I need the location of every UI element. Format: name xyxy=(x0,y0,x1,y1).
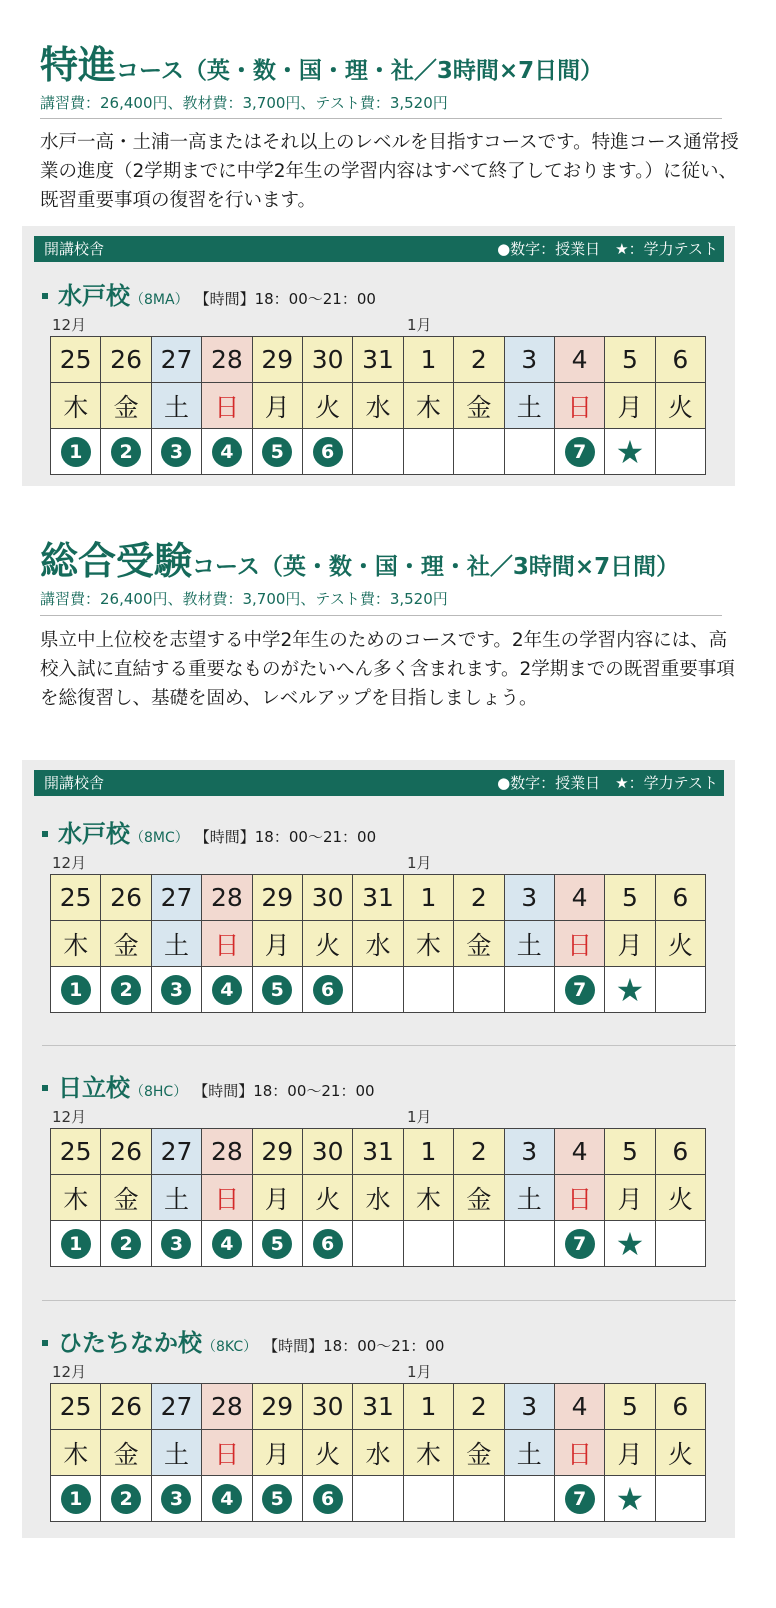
weekday-cell: 月 xyxy=(252,921,302,967)
date-cell: 3 xyxy=(504,1129,554,1175)
class-day-number: 6 xyxy=(313,437,343,467)
weekday-cell: 土 xyxy=(151,1430,201,1476)
weekday-cell: 土 xyxy=(151,383,201,429)
weekday-cell: 火 xyxy=(302,383,352,429)
weekday-cell: 木 xyxy=(403,1430,453,1476)
date-cell: 4 xyxy=(554,337,604,383)
mark-cell xyxy=(454,429,504,475)
campus-panel xyxy=(22,226,735,486)
mark-cell xyxy=(202,429,252,475)
weekday-cell: 火 xyxy=(655,383,705,429)
campus-name: 水戸校 xyxy=(58,282,130,310)
campus-panel xyxy=(22,760,735,1538)
weekday-cell: 火 xyxy=(655,921,705,967)
date-cell: 27 xyxy=(151,1129,201,1175)
weekday-cell: 土 xyxy=(504,921,554,967)
mark-cell xyxy=(403,1221,453,1267)
mark-cell xyxy=(655,1221,705,1267)
mark-cell xyxy=(151,967,201,1013)
mark-cell xyxy=(302,1476,352,1522)
weekday-cell: 火 xyxy=(655,1175,705,1221)
weekday-cell: 日 xyxy=(554,383,604,429)
class-day-number: 5 xyxy=(262,437,292,467)
date-cell: 28 xyxy=(202,337,252,383)
month-label-january: 1月 xyxy=(407,854,432,872)
class-time: 【時間】18：00〜21：00 xyxy=(194,828,377,846)
mark-cell xyxy=(454,1221,504,1267)
panel-header-label: 開講校舎 xyxy=(44,240,105,258)
class-day-number: 3 xyxy=(161,975,191,1005)
mark-cell xyxy=(101,1476,151,1522)
date-cell: 1 xyxy=(403,1384,453,1430)
weekday-cell: 日 xyxy=(202,1175,252,1221)
weekday-cell: 水 xyxy=(353,921,403,967)
class-day-number: 3 xyxy=(161,437,191,467)
date-cell: 6 xyxy=(655,1384,705,1430)
month-label-january: 1月 xyxy=(407,1108,432,1126)
date-cell: 26 xyxy=(101,1129,151,1175)
mark-cell xyxy=(504,967,554,1013)
course-title-sub: コース（英・数・国・理・社／3時間×7日間） xyxy=(192,554,680,580)
date-cell: 28 xyxy=(202,1384,252,1430)
mark-cell xyxy=(151,1476,201,1522)
date-cell: 31 xyxy=(353,337,403,383)
date-cell: 5 xyxy=(605,1129,655,1175)
weekday-cell: 土 xyxy=(151,1175,201,1221)
class-time: 【時間】18：00〜21：00 xyxy=(263,1337,445,1355)
weekday-cell: 日 xyxy=(554,1430,604,1476)
campus-name-line xyxy=(42,276,376,311)
campus-name-line xyxy=(42,1323,444,1358)
weekday-cell: 日 xyxy=(554,921,604,967)
weekday-cell: 木 xyxy=(51,921,101,967)
weekday-cell: 火 xyxy=(302,1175,352,1221)
date-cell: 27 xyxy=(151,1384,201,1430)
campus-block xyxy=(42,1068,722,1278)
mark-cell xyxy=(252,429,302,475)
date-cell: 2 xyxy=(454,337,504,383)
weekday-cell: 火 xyxy=(655,1430,705,1476)
weekday-cell: 日 xyxy=(202,1430,252,1476)
weekday-cell: 月 xyxy=(252,383,302,429)
class-day-number: 6 xyxy=(313,1229,343,1259)
mark-cell xyxy=(454,967,504,1013)
weekday-cell: 月 xyxy=(252,1430,302,1476)
month-label-january: 1月 xyxy=(407,316,432,334)
mark-cell xyxy=(202,1476,252,1522)
mark-cell xyxy=(605,429,655,475)
mark-cell xyxy=(151,429,201,475)
class-day-number: 6 xyxy=(313,1484,343,1514)
class-code: （8KC） xyxy=(202,1339,258,1355)
class-day-number: 4 xyxy=(212,437,242,467)
weekday-cell: 金 xyxy=(454,921,504,967)
date-cell: 29 xyxy=(252,1129,302,1175)
weekday-cell: 水 xyxy=(353,1430,403,1476)
mark-cell xyxy=(101,967,151,1013)
class-day-number: 1 xyxy=(61,975,91,1005)
date-cell: 4 xyxy=(554,875,604,921)
date-cell: 5 xyxy=(605,1384,655,1430)
bullet-icon xyxy=(42,293,48,299)
mark-cell xyxy=(554,1476,604,1522)
weekday-cell: 金 xyxy=(101,1430,151,1476)
bullet-icon xyxy=(42,831,48,837)
mark-cell xyxy=(252,967,302,1013)
date-cell: 3 xyxy=(504,1384,554,1430)
star-icon: ★ xyxy=(615,1479,645,1518)
date-cell: 26 xyxy=(101,1384,151,1430)
mark-cell xyxy=(454,1476,504,1522)
weekday-cell: 木 xyxy=(403,1175,453,1221)
month-label-january: 1月 xyxy=(407,1363,432,1381)
date-cell: 31 xyxy=(353,1384,403,1430)
campus-name: 日立校 xyxy=(58,1074,130,1102)
date-cell: 1 xyxy=(403,337,453,383)
mark-cell xyxy=(202,1221,252,1267)
weekday-cell: 金 xyxy=(101,921,151,967)
course-fees: 講習費：26,400円、教材費：3,700円、テスト費：3,520円 xyxy=(40,590,448,608)
mark-cell xyxy=(605,1221,655,1267)
date-cell: 27 xyxy=(151,875,201,921)
weekday-cell: 日 xyxy=(202,383,252,429)
date-cell: 2 xyxy=(454,875,504,921)
star-icon: ★ xyxy=(615,1224,645,1263)
date-cell: 29 xyxy=(252,337,302,383)
class-code: （8MA） xyxy=(130,292,189,308)
mark-cell xyxy=(202,967,252,1013)
mark-cell xyxy=(554,1221,604,1267)
campus-name-line xyxy=(42,1068,375,1103)
date-cell: 5 xyxy=(605,337,655,383)
class-code: （8MC） xyxy=(130,830,189,846)
weekday-cell: 木 xyxy=(51,383,101,429)
star-icon: ★ xyxy=(615,970,645,1009)
weekday-cell: 月 xyxy=(605,1175,655,1221)
mark-cell xyxy=(605,967,655,1013)
date-cell: 29 xyxy=(252,1384,302,1430)
mark-cell xyxy=(302,1221,352,1267)
panel-header xyxy=(34,770,724,796)
weekday-cell: 火 xyxy=(302,921,352,967)
schedule-calendar xyxy=(50,1383,706,1522)
weekday-cell: 水 xyxy=(353,383,403,429)
class-day-number: 5 xyxy=(262,975,292,1005)
class-day-number: 7 xyxy=(565,975,595,1005)
mark-cell xyxy=(504,1221,554,1267)
mark-cell xyxy=(554,967,604,1013)
weekday-cell: 金 xyxy=(101,1175,151,1221)
weekday-cell: 木 xyxy=(403,383,453,429)
class-day-number: 7 xyxy=(565,1484,595,1514)
mark-cell xyxy=(51,967,101,1013)
mark-cell xyxy=(101,429,151,475)
weekday-cell: 金 xyxy=(454,1175,504,1221)
date-cell: 30 xyxy=(302,875,352,921)
mark-cell xyxy=(403,967,453,1013)
course-title-main: 総合受験 xyxy=(40,539,193,583)
date-cell: 30 xyxy=(302,1384,352,1430)
course-title-main: 特進 xyxy=(40,43,117,87)
class-day-number: 1 xyxy=(61,1484,91,1514)
weekday-cell: 土 xyxy=(504,1430,554,1476)
weekday-cell: 金 xyxy=(454,1430,504,1476)
date-cell: 2 xyxy=(454,1129,504,1175)
month-label-december: 12月 xyxy=(52,316,87,334)
weekday-cell: 木 xyxy=(51,1175,101,1221)
date-cell: 31 xyxy=(353,1129,403,1175)
class-day-number: 2 xyxy=(111,975,141,1005)
date-cell: 25 xyxy=(51,1384,101,1430)
weekday-cell: 月 xyxy=(605,1430,655,1476)
course-fees: 講習費：26,400円、教材費：3,700円、テスト費：3,520円 xyxy=(40,94,448,112)
schedule-calendar xyxy=(50,874,706,1013)
mark-cell xyxy=(302,429,352,475)
mark-cell xyxy=(655,429,705,475)
campus-divider xyxy=(42,1300,736,1301)
class-day-number: 2 xyxy=(111,1229,141,1259)
date-cell: 3 xyxy=(504,875,554,921)
schedule-calendar xyxy=(50,336,706,475)
course-title xyxy=(40,530,679,585)
date-cell: 29 xyxy=(252,875,302,921)
campus-block xyxy=(42,276,722,486)
class-day-number: 2 xyxy=(111,1484,141,1514)
date-cell: 6 xyxy=(655,337,705,383)
weekday-cell: 金 xyxy=(454,383,504,429)
weekday-cell: 金 xyxy=(101,383,151,429)
mark-cell xyxy=(51,1476,101,1522)
date-cell: 4 xyxy=(554,1129,604,1175)
month-label-december: 12月 xyxy=(52,1363,87,1381)
class-day-number: 2 xyxy=(111,437,141,467)
weekday-cell: 木 xyxy=(403,921,453,967)
date-cell: 28 xyxy=(202,1129,252,1175)
mark-cell xyxy=(252,1476,302,1522)
weekday-cell: 月 xyxy=(605,383,655,429)
campus-name-line xyxy=(42,814,376,849)
course-title-sub: コース（英・数・国・理・社／3時間×7日間） xyxy=(116,58,604,84)
date-cell: 31 xyxy=(353,875,403,921)
class-day-number: 1 xyxy=(61,1229,91,1259)
class-day-number: 5 xyxy=(262,1484,292,1514)
mark-cell xyxy=(353,1221,403,1267)
class-day-number: 7 xyxy=(565,1229,595,1259)
date-cell: 1 xyxy=(403,875,453,921)
panel-header-label: 開講校舎 xyxy=(44,774,105,792)
campus-name: ひたちなか校 xyxy=(58,1329,202,1357)
date-cell: 6 xyxy=(655,1129,705,1175)
course-title xyxy=(40,34,603,89)
bullet-icon xyxy=(42,1085,48,1091)
mark-cell xyxy=(403,1476,453,1522)
schedule-calendar xyxy=(50,1128,706,1267)
month-label-december: 12月 xyxy=(52,854,87,872)
mark-cell xyxy=(51,429,101,475)
weekday-cell: 土 xyxy=(151,921,201,967)
weekday-cell: 火 xyxy=(302,1430,352,1476)
weekday-cell: 木 xyxy=(51,1430,101,1476)
class-day-number: 7 xyxy=(565,437,595,467)
weekday-cell: 月 xyxy=(605,921,655,967)
divider-rule xyxy=(40,118,722,119)
weekday-cell: 水 xyxy=(353,1175,403,1221)
date-cell: 25 xyxy=(51,1129,101,1175)
date-cell: 27 xyxy=(151,337,201,383)
mark-cell xyxy=(554,429,604,475)
date-cell: 4 xyxy=(554,1384,604,1430)
date-cell: 28 xyxy=(202,875,252,921)
mark-cell xyxy=(605,1476,655,1522)
weekday-cell: 日 xyxy=(554,1175,604,1221)
course-description: 水戸一高・土浦一高またはそれ以上のレベルを目指すコースです。特進コース通常授業の進度（2学期までに中学2年生の学習内容はすべて終了しております。）に従い、既習重要事項の復習を行います。 xyxy=(40,132,739,211)
mark-cell xyxy=(252,1221,302,1267)
class-day-number: 4 xyxy=(212,1229,242,1259)
mark-cell xyxy=(403,429,453,475)
class-day-number: 6 xyxy=(313,975,343,1005)
date-cell: 3 xyxy=(504,337,554,383)
weekday-cell: 日 xyxy=(202,921,252,967)
class-day-number: 3 xyxy=(161,1484,191,1514)
mark-cell xyxy=(101,1221,151,1267)
weekday-cell: 土 xyxy=(504,1175,554,1221)
date-cell: 6 xyxy=(655,875,705,921)
date-cell: 1 xyxy=(403,1129,453,1175)
campus-block xyxy=(42,814,722,1024)
date-cell: 2 xyxy=(454,1384,504,1430)
panel-legend: ●数字：授業日 ★：学力テスト xyxy=(497,774,718,792)
campus-block xyxy=(42,1323,722,1533)
date-cell: 26 xyxy=(101,875,151,921)
mark-cell xyxy=(151,1221,201,1267)
mark-cell xyxy=(302,967,352,1013)
panel-legend: ●数字：授業日 ★：学力テスト xyxy=(497,240,718,258)
date-cell: 30 xyxy=(302,1129,352,1175)
course-description: 県立中上位校を志望する中学2年生のためのコースです。2年生の学習内容には、高校入試に直結する重要なものがたいへん多く含まれます。2学期までの既習重要事項を総復習し、基礎を固め、レベルアップを目指しましょう。 xyxy=(40,630,735,709)
date-cell: 25 xyxy=(51,875,101,921)
mark-cell xyxy=(353,429,403,475)
mark-cell xyxy=(504,429,554,475)
panel-header xyxy=(34,236,724,262)
weekday-cell: 土 xyxy=(504,383,554,429)
star-icon: ★ xyxy=(615,432,645,471)
class-day-number: 3 xyxy=(161,1229,191,1259)
mark-cell xyxy=(51,1221,101,1267)
class-time: 【時間】18：00〜21：00 xyxy=(194,290,376,308)
class-day-number: 5 xyxy=(262,1229,292,1259)
mark-cell xyxy=(353,1476,403,1522)
class-day-number: 4 xyxy=(212,975,242,1005)
month-label-december: 12月 xyxy=(52,1108,87,1126)
weekday-cell: 月 xyxy=(252,1175,302,1221)
date-cell: 30 xyxy=(302,337,352,383)
date-cell: 26 xyxy=(101,337,151,383)
mark-cell xyxy=(353,967,403,1013)
bullet-icon xyxy=(42,1340,48,1346)
divider-rule xyxy=(40,615,722,616)
class-code: （8HC） xyxy=(130,1084,188,1100)
campus-name: 水戸校 xyxy=(58,820,130,848)
class-day-number: 4 xyxy=(212,1484,242,1514)
campus-divider xyxy=(42,1045,736,1046)
mark-cell xyxy=(504,1476,554,1522)
class-time: 【時間】18：00〜21：00 xyxy=(193,1082,375,1100)
date-cell: 5 xyxy=(605,875,655,921)
class-day-number: 1 xyxy=(61,437,91,467)
mark-cell xyxy=(655,967,705,1013)
date-cell: 25 xyxy=(51,337,101,383)
mark-cell xyxy=(655,1476,705,1522)
